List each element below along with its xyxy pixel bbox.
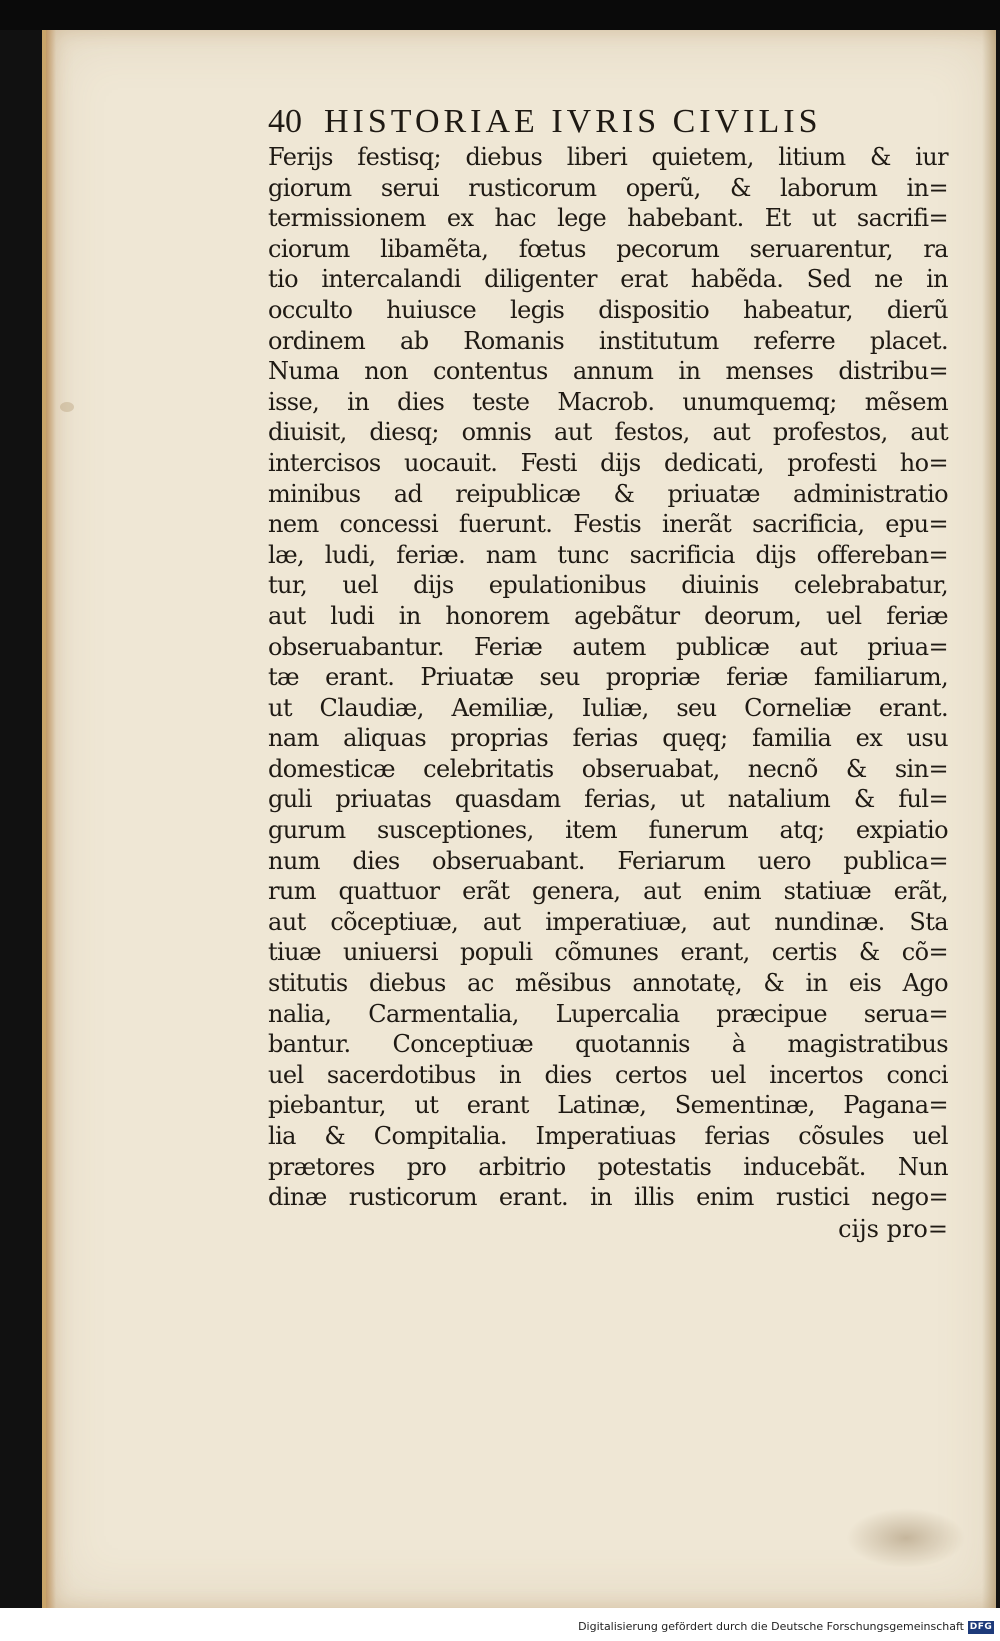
text-line: uel sacerdotibus in dies certos uel incertos conci [268,1060,948,1089]
dfg-logo: DFG [969,1622,993,1632]
text-line: aut cõceptiuæ, aut imperatiuæ, aut nundinæ. Sta [268,907,948,936]
text-line: minibus ad reipublicæ & priuatæ administratio [268,479,948,508]
text-line: domesticæ celebritatis obseruabat, necnõ & sin= [268,754,948,783]
text-line: læ, ludi, feriæ. nam tunc sacrificia dijs offereban= [268,540,948,569]
text-line: ut Claudiæ, Aemiliæ, Iuliæ, seu Corneliæ erant. [268,693,948,722]
text-line: piebantur, ut erant Latinæ, Sementinæ, Pagana= [268,1091,948,1120]
text-line: Numa non contentus annum in menses distribu= [268,357,948,386]
book-page [42,30,996,1608]
text-line: ordinem ab Romanis institutum referre placet. [268,326,948,355]
page-gutter-shadow [46,30,56,1608]
page-number: 40 [268,103,302,140]
scan-top-border [0,0,1000,30]
text-line: prætores pro arbitrio potestatis inducebãt. Nun [268,1152,948,1181]
text-line: diuisit, diesq; omnis aut festos, aut profestos, aut [268,418,948,447]
text-line: giorum serui rusticorum operũ, & laborum in= [268,173,948,202]
catchword: cijs pro= [838,1214,948,1243]
funding-credit: Digitalisierung gefördert durch die Deutsche Forschungsgemeinschaft [578,1620,964,1633]
page-stain [60,402,74,412]
text-line: occulto huiusce legis dispositio habeatur, dierũ [268,295,948,324]
text-line: gurum susceptiones, item funerum atq; expiatio [268,816,948,845]
text-line: isse, in dies teste Macrob. unumquemq; mẽsem [268,387,948,416]
text-line: stitutis diebus ac mẽsibus annotatę, & in eis Ago [268,969,948,998]
text-line: bantur. Conceptiuæ quotannis à magistratibus [268,1030,948,1059]
text-line: dinæ rusticorum erant. in illis enim rustici nego= [268,1183,948,1212]
text-line: num dies obseruabant. Feriarum uero publica= [268,846,948,875]
text-line: tio intercalandi diligenter erat habẽda. Sed ne in [268,265,948,294]
text-line: Ferijs festisq; diebus liberi quietem, litium & iur [268,143,948,171]
text-line: lia & Compitalia. Imperatiuas ferias cõsules uel [268,1122,948,1150]
text-line: rum quattuor erãt genera, aut enim statiuæ erãt, [268,877,948,906]
text-line: termissionem ex hac lege habebant. Et ut sacrifi= [268,204,948,233]
running-title: HISTORIAE IVRIS CIVILIS [324,103,822,140]
text-line: aut ludi in honorem agebãtur deorum, uel feriæ [268,601,948,630]
text-line: nem concessi fuerunt. Festis inerãt sacrificia, epu= [268,510,948,539]
page-header [268,102,948,142]
page-stain-bottom [846,1508,966,1568]
digitization-footer [0,1608,1000,1641]
body-text [268,142,948,1213]
text-line: intercisos uocauit. Festi dijs dedicati, profesti ho= [268,448,948,477]
text-line: obseruabantur. Feriæ autem publicæ aut priua= [268,632,948,661]
page-edge-shadow [982,30,996,1608]
text-line: nalia, Carmentalia, Lupercalia præcipue serua= [268,999,948,1028]
text-line: nam aliquas proprias ferias quęq; familia ex usu [268,724,948,753]
text-line: tæ erant. Priuatæ seu propriæ feriæ familiarum, [268,663,948,692]
text-line: guli priuatas quasdam ferias, ut natalium & ful= [268,785,948,814]
text-line: tiuæ uniuersi populi cõmunes erant, certis & cõ= [268,938,948,967]
text-line: tur, uel dijs epulationibus diuinis celebrabatur, [268,571,948,600]
text-line: ciorum libamẽta, fœtus pecorum seruarentur, ra [268,234,948,263]
page-text-block [268,102,948,1245]
